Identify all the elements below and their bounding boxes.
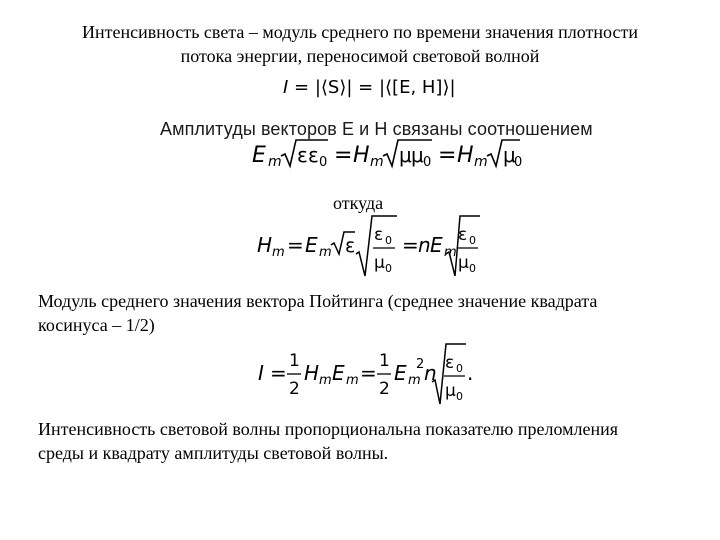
sym-m-4: m xyxy=(319,245,332,260)
sym-eps-2: ε xyxy=(345,235,356,257)
sym-m-1: m xyxy=(370,154,384,170)
sym-eps0: ε xyxy=(308,143,319,167)
frac3-den: 2 xyxy=(289,379,300,399)
frac2-num-sub: 0 xyxy=(469,234,476,247)
sym-m-5: m xyxy=(444,245,457,260)
sym-E-2: E xyxy=(305,233,318,257)
intensity-formula-lhs: I = xyxy=(283,77,315,98)
sym-eq-3: = xyxy=(287,233,304,257)
sym-eps0-sub: 0 xyxy=(319,155,328,170)
frac2-den: μ xyxy=(458,253,469,273)
sym-m-7: m xyxy=(346,373,359,388)
sym-sq: 2 xyxy=(416,357,425,372)
sym-m-2: m xyxy=(474,154,488,170)
sym-n-2: n xyxy=(424,361,437,385)
sym-H-1: H xyxy=(353,143,370,168)
frac1-num-sub: 0 xyxy=(385,234,392,247)
frac5-den: μ xyxy=(445,381,456,401)
sym-m-6: m xyxy=(319,373,332,388)
frac1-num: ε xyxy=(374,225,384,245)
amplitudes-text: Амплитуды векторов Е и Н связаны соотношением xyxy=(160,119,593,139)
sym-H-3: H xyxy=(257,233,273,257)
frac4-num: 1 xyxy=(379,351,390,371)
frac5-num: ε xyxy=(445,353,455,373)
amplitude-relation-formula xyxy=(250,136,523,172)
conclusion-line-2: среды и квадрату амплитуды световой волны. xyxy=(38,443,389,463)
sym-eq-6: = xyxy=(360,361,377,385)
sym-mu0: μ xyxy=(411,143,424,167)
sym-dot: . xyxy=(467,361,474,385)
sym-eq-5: = xyxy=(270,361,287,385)
sym-mu: μ xyxy=(399,143,412,167)
frac3-num: 1 xyxy=(289,351,300,371)
sym-mu0-b: μ xyxy=(503,143,516,167)
sym-mu0-b-sub: 0 xyxy=(514,155,523,170)
sym-m: m xyxy=(268,154,282,170)
frac5-den-sub: 0 xyxy=(456,390,463,403)
otkuda-label: откуда xyxy=(333,193,384,213)
hm-formula xyxy=(255,214,480,278)
sym-eps: ε xyxy=(297,143,308,167)
sym-mu0-sub: 0 xyxy=(423,155,432,170)
sym-H-2: H xyxy=(457,143,474,168)
sym-I: I xyxy=(258,361,264,385)
sym-m-8: m xyxy=(408,373,421,388)
sym-m-3: m xyxy=(272,245,285,260)
title-line-2: потока энергии, переносимой световой волной xyxy=(180,46,540,66)
poynting-formula xyxy=(256,342,481,406)
slide-title xyxy=(30,20,690,68)
sym-E-3: E xyxy=(430,233,443,257)
poynting-paragraph xyxy=(38,289,698,337)
poynting-line-1: Модуль среднего значения вектора Пойтинга (среднее значение квадрата xyxy=(38,291,598,311)
frac1-den-sub: 0 xyxy=(385,262,392,275)
sym-n: n xyxy=(418,233,431,257)
frac2-den-sub: 0 xyxy=(469,262,476,275)
frac5-num-sub: 0 xyxy=(456,362,463,375)
conclusion-paragraph xyxy=(38,417,698,465)
sym-E: E xyxy=(252,143,266,168)
frac4-den: 2 xyxy=(379,379,390,399)
intensity-formula-rhs: |⟨S⟩| = |⟨[E, H]⟩| xyxy=(314,77,456,98)
frac1-den: μ xyxy=(374,253,385,273)
conclusion-line-1: Интенсивность световой волны пропорциональна показателю преломления xyxy=(38,419,619,439)
sym-eq-4: = xyxy=(402,233,419,257)
intensity-formula xyxy=(283,77,456,98)
sym-E-4: E xyxy=(332,361,345,385)
sym-eq-1: = xyxy=(334,143,353,168)
title-line-1: Интенсивность света – модуль среднего по времени значения плотности xyxy=(82,22,638,42)
sym-H-4: H xyxy=(304,361,320,385)
sym-E-5: E xyxy=(394,361,407,385)
sym-eq-2: = xyxy=(438,143,457,168)
poynting-line-2: косинуса – 1/2) xyxy=(38,315,155,335)
frac2-num: ε xyxy=(458,225,468,245)
